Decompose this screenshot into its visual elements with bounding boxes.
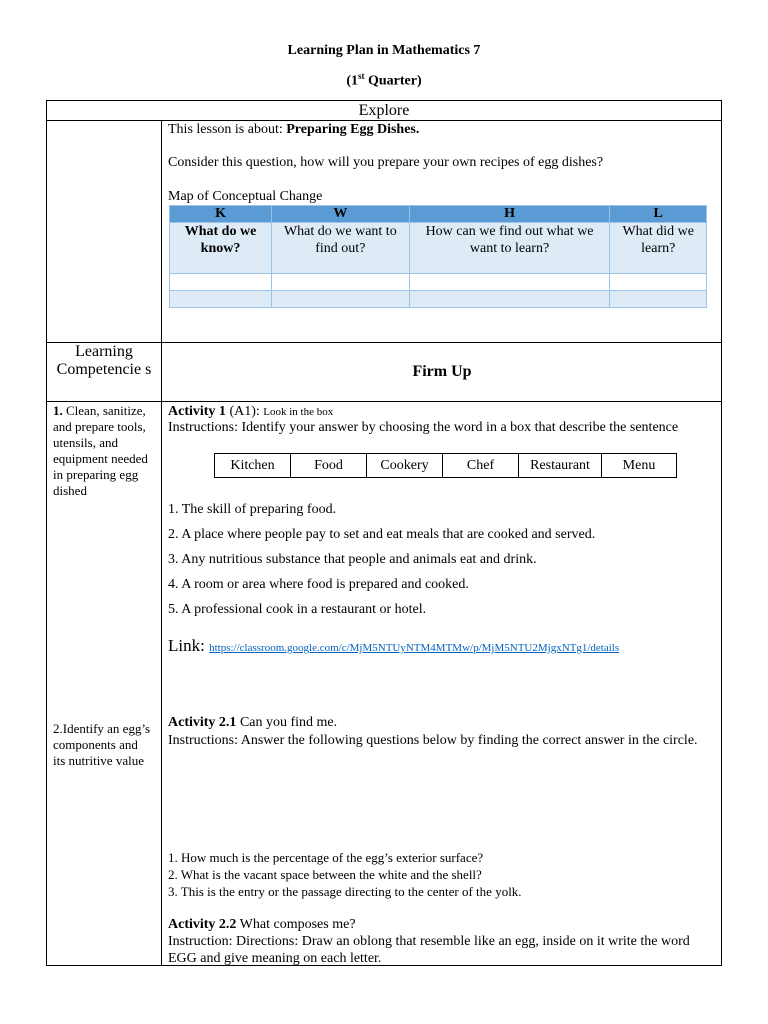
kwhl-letter: K bbox=[170, 206, 272, 223]
word-box bbox=[214, 453, 677, 478]
activity-1-instructions: Instructions: Identify your answer by choosing the word in a box that describe the sentence bbox=[168, 420, 679, 435]
lesson-prefix: This lesson is about: bbox=[168, 122, 287, 137]
kwhl-question: What did we learn? bbox=[610, 223, 707, 274]
kwhl-cell[interactable] bbox=[610, 274, 707, 291]
kwhl-letter: W bbox=[272, 206, 410, 223]
document-title: Learning Plan in Mathematics 7 bbox=[287, 43, 481, 58]
column-divider bbox=[161, 120, 162, 966]
activity-2-2-title: What composes me? bbox=[236, 917, 356, 932]
kwhl-cell[interactable] bbox=[409, 274, 610, 291]
word-option[interactable]: Menu bbox=[602, 454, 677, 478]
quarter-suffix: Quarter) bbox=[364, 73, 422, 89]
row-divider bbox=[47, 401, 721, 402]
word-option[interactable]: Chef bbox=[443, 454, 519, 478]
classroom-link[interactable]: https://classroom.google.com/c/MjM5NTUyNTM4MTMw/p/MjM5NTU2MjgxNTg1/details bbox=[209, 642, 620, 654]
competencies-heading: Learning Competencie s bbox=[56, 343, 152, 378]
kwhl-cell[interactable] bbox=[170, 274, 272, 291]
activity-1-code: (A1): bbox=[225, 404, 264, 419]
explore-heading: Explore bbox=[358, 102, 410, 119]
activity-2-1-item: 1. How much is the percentage of the egg’s exterior surface? bbox=[168, 850, 484, 865]
activity-1-item: 3. Any nutritious substance that people and animals eat and drink. bbox=[168, 552, 537, 567]
quarter-label bbox=[0, 71, 768, 90]
activity-1-label: Activity 1 bbox=[168, 404, 226, 419]
link-line bbox=[168, 636, 619, 658]
kwhl-cell[interactable] bbox=[272, 291, 410, 308]
activity-2-2-heading bbox=[168, 916, 356, 933]
activity-1-title: Look in the box bbox=[263, 406, 334, 418]
lesson-topic: Preparing Egg Dishes. bbox=[286, 122, 420, 137]
quarter-sup: st bbox=[358, 71, 365, 81]
link-label: Link: bbox=[168, 636, 210, 655]
activity-2-2-label: Activity 2.2 bbox=[168, 917, 237, 932]
activity-2-1-heading bbox=[168, 714, 337, 731]
activity-2-1-title: Can you find me. bbox=[236, 715, 338, 730]
competency-2: 2.Identify an egg’s components and its nutritive value bbox=[53, 721, 151, 768]
activity-1-item: 5. A professional cook in a restaurant or hotel. bbox=[168, 602, 427, 617]
kwhl-cell[interactable] bbox=[409, 291, 610, 308]
competency-1 bbox=[53, 403, 153, 499]
kwhl-cell[interactable] bbox=[170, 291, 272, 308]
activity-2-2-instructions: Instruction: Directions: Draw an oblong that resemble like an egg, inside on it write the word EGG and give meaning on each letter. bbox=[168, 934, 690, 966]
quarter-prefix: (1 bbox=[346, 73, 358, 89]
activity-1-item: 1. The skill of preparing food. bbox=[168, 502, 337, 517]
activity-1-item: 4. A room or area where food is prepared and cooked. bbox=[168, 577, 469, 592]
lesson-table bbox=[46, 100, 722, 966]
kwhl-question: What do we know? bbox=[170, 223, 272, 274]
activity-2-1-item: 2. What is the vacant space between the white and the shell? bbox=[168, 867, 482, 882]
kwhl-letter: L bbox=[610, 206, 707, 223]
competency-1-text: Clean, sanitize, and prepare tools, utensils, and equipment needed in preparing egg dished bbox=[53, 403, 148, 498]
word-option[interactable]: Restaurant bbox=[519, 454, 602, 478]
map-label: Map of Conceptual Change bbox=[168, 189, 323, 204]
kwhl-question: What do we want to find out? bbox=[272, 223, 410, 274]
lesson-topic-line bbox=[168, 121, 419, 138]
word-option[interactable]: Kitchen bbox=[215, 454, 291, 478]
kwhl-cell[interactable] bbox=[610, 291, 707, 308]
word-option[interactable]: Cookery bbox=[367, 454, 443, 478]
kwhl-table bbox=[169, 205, 707, 308]
kwhl-cell[interactable] bbox=[272, 274, 410, 291]
guiding-question: Consider this question, how will you prepare your own recipes of egg dishes? bbox=[168, 155, 604, 170]
competency-1-number: 1. bbox=[53, 403, 63, 418]
activity-2-1-label: Activity 2.1 bbox=[168, 715, 237, 730]
kwhl-question: How can we find out what we want to learn? bbox=[409, 223, 610, 274]
firmup-heading: Firm Up bbox=[412, 363, 472, 380]
activity-2-1-item: 3. This is the entry or the passage directing to the center of the yolk. bbox=[168, 884, 522, 899]
activity-1-item: 2. A place where people pay to set and eat meals that are cooked and served. bbox=[168, 527, 596, 542]
kwhl-letter: H bbox=[409, 206, 610, 223]
word-option[interactable]: Food bbox=[291, 454, 367, 478]
activity-2-1-instructions: Instructions: Answer the following questions below by finding the correct answer in the circle. bbox=[168, 733, 698, 748]
